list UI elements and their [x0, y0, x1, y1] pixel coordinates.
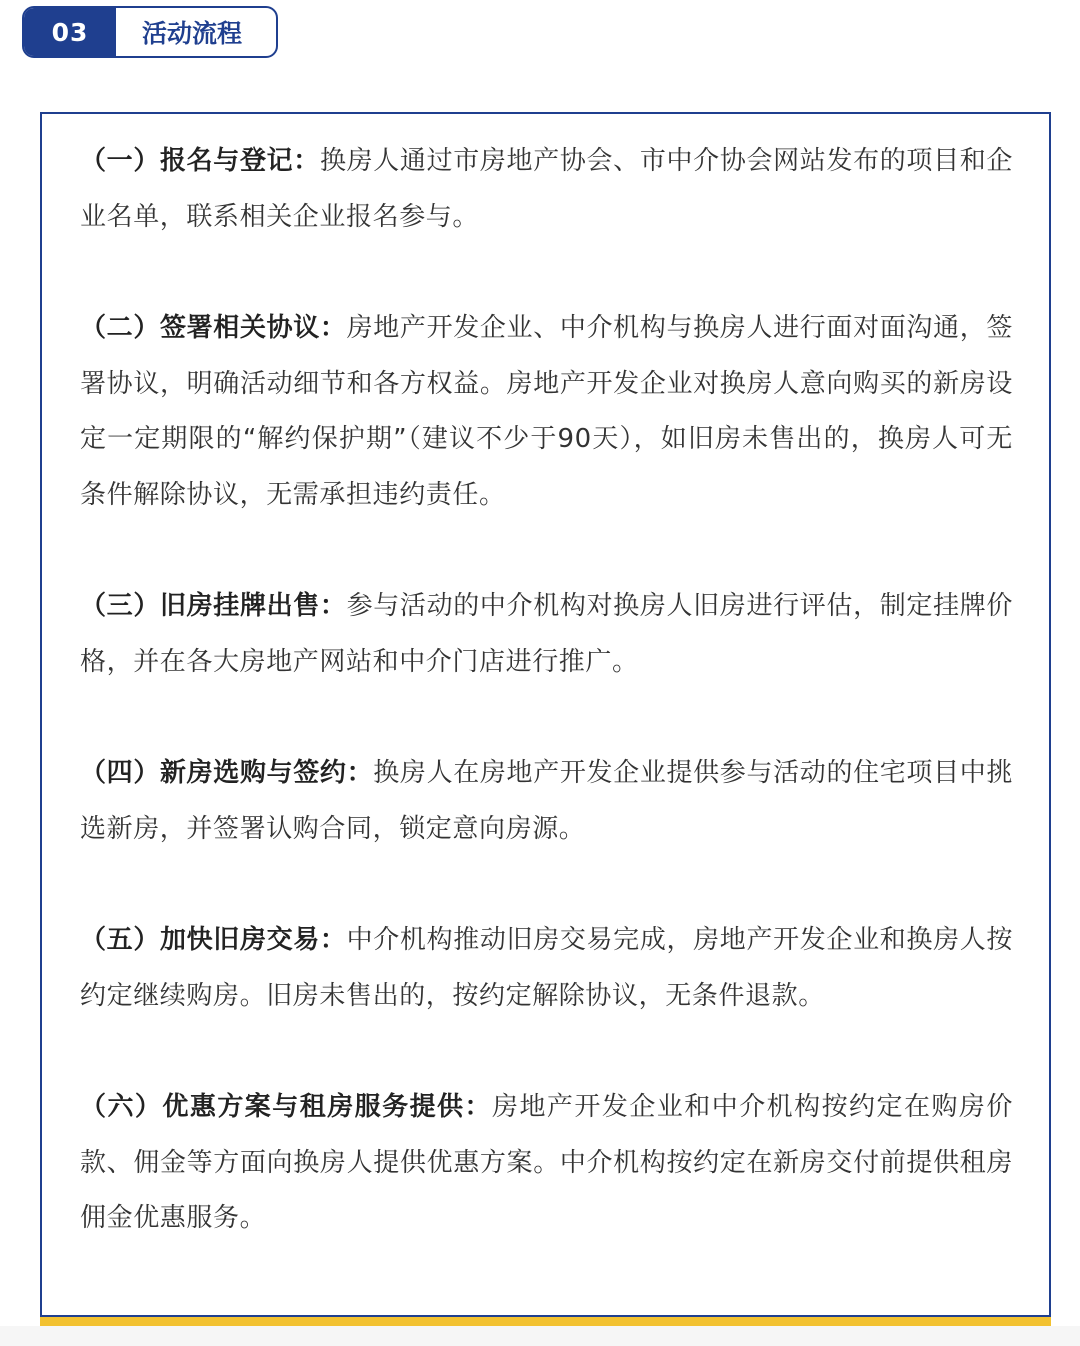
step-item-2 — [80, 301, 1013, 523]
step-title: （五）加快旧房交易： — [80, 925, 347, 955]
content-box — [40, 112, 1051, 1317]
step-item-4 — [80, 746, 1013, 857]
step-title: （三）旧房挂牌出售： — [80, 591, 347, 621]
step-text: 换房人在房地产开发企业提供参与活动的住宅项目中挑选新房，并签署认购合同，锁定意向房源。 — [80, 758, 1013, 844]
section-number: 03 — [24, 8, 116, 56]
step-title: （一）报名与登记： — [80, 146, 320, 176]
step-item-1 — [80, 134, 1013, 245]
step-title: （四）新房选购与签约： — [80, 758, 374, 788]
step-text: 参与活动的中介机构对换房人旧房进行评估，制定挂牌价格，并在各大房地产网站和中介门店进行推广。 — [80, 591, 1013, 677]
step-text: 中介机构推动旧房交易完成，房地产开发企业和换房人按约定继续购房。旧房未售出的，按约定解除协议，无条件退款。 — [80, 925, 1013, 1011]
step-title: （六）优惠方案与租房服务提供： — [80, 1092, 492, 1122]
step-item-5 — [80, 913, 1013, 1024]
step-text: 换房人通过市房地产协会、市中介协会网站发布的项目和企业名单，联系相关企业报名参与。 — [80, 146, 1013, 232]
section-title: 活动流程 — [141, 19, 242, 48]
step-text: 房地产开发企业和中介机构按约定在购房价款、佣金等方面向换房人提供优惠方案。中介机构按约定在新房交付前提供租房佣金优惠服务。 — [80, 1092, 1013, 1233]
step-list — [80, 134, 1013, 1303]
accent-bar — [40, 1317, 1051, 1326]
step-item-3 — [80, 579, 1013, 690]
step-title: （二）签署相关协议： — [80, 313, 347, 343]
step-text: 房地产开发企业、中介机构与换房人进行面对面沟通，签署协议，明确活动细节和各方权益。房地产开发企业对换房人意向购买的新房设定一定期限的“解约保护期”（建议不少于90天），如旧房未售出的，换房人可无条件解除协议，无需承担违约责任。 — [80, 313, 1013, 510]
step-item-6 — [80, 1080, 1013, 1247]
page-bottom-fade — [0, 1326, 1080, 1346]
section-header — [22, 6, 278, 58]
